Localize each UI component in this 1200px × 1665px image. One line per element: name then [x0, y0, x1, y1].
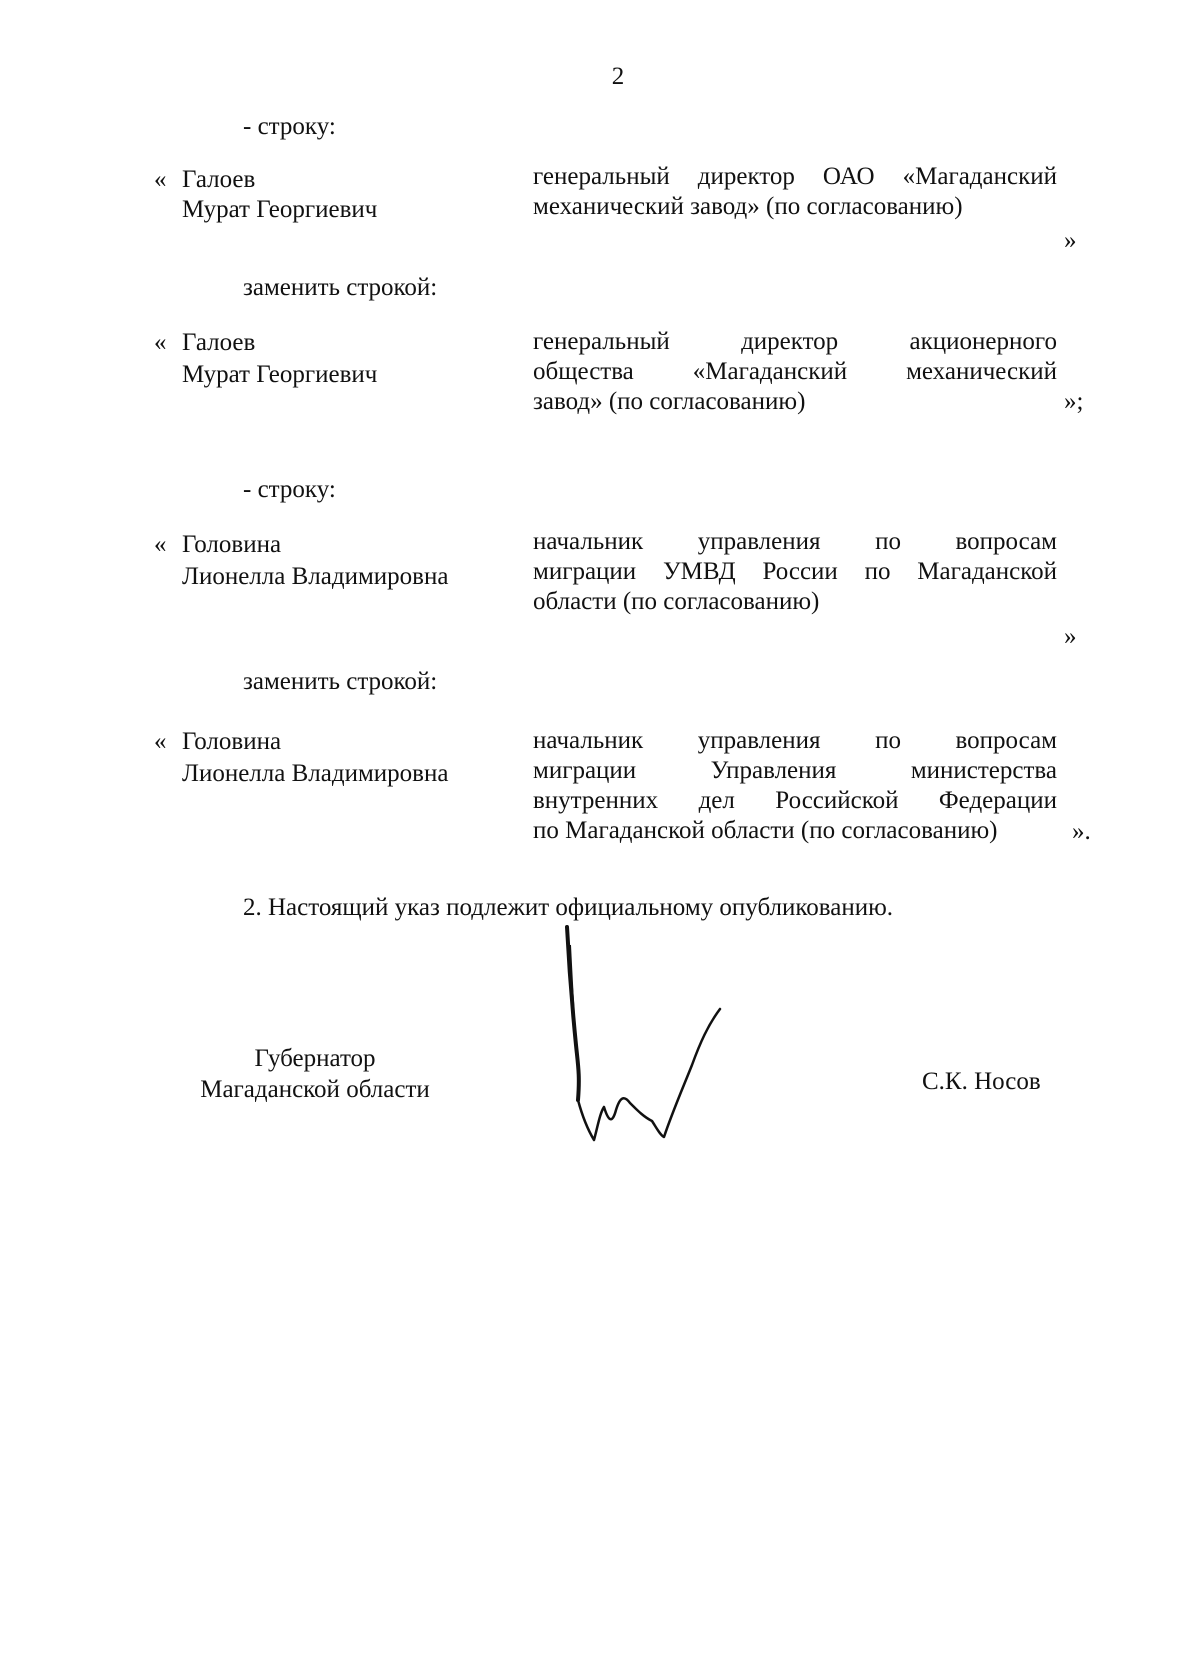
- open-quote: «: [154, 329, 167, 356]
- close-quote: ».: [1072, 818, 1091, 845]
- person-surname: Головина: [182, 728, 282, 755]
- person-given-names: Лионелла Владимировна: [182, 563, 449, 590]
- signatory-name: С.К. Носов: [922, 1068, 1041, 1095]
- intro-label: - строку:: [243, 476, 336, 503]
- publication-clause: 2. Настоящий указ подлежит официальному опубликованию.: [243, 894, 894, 921]
- person-given-names: Лионелла Владимировна: [182, 760, 449, 787]
- open-quote: «: [154, 166, 167, 193]
- position-description: [533, 726, 1057, 846]
- close-quote: »: [1064, 227, 1077, 254]
- person-surname: Галоев: [182, 329, 256, 356]
- description-line: общества «Магаданский механический: [533, 358, 1057, 385]
- person-surname: Галоев: [182, 166, 256, 193]
- description-line: начальник управления по вопросам: [533, 727, 1057, 754]
- close-quote: »: [1064, 623, 1077, 650]
- position-description: [533, 527, 1057, 617]
- open-quote: «: [154, 531, 167, 558]
- description-line: генеральный директор акционерного: [533, 328, 1057, 355]
- person-given-names: Мурат Георгиевич: [182, 361, 378, 388]
- person-given-names: Мурат Георгиевич: [182, 196, 378, 223]
- intro-label: заменить строкой:: [243, 274, 438, 301]
- description-line: по Магаданской области (по согласованию): [533, 817, 998, 844]
- person-surname: Головина: [182, 531, 282, 558]
- description-line: генеральный директор ОАО «Магаданский: [533, 163, 1057, 190]
- description-line: миграции УМВД России по Магаданской: [533, 558, 1057, 585]
- position-description: [533, 327, 1057, 417]
- close-quote: »;: [1064, 388, 1084, 415]
- position-description: [533, 162, 1057, 222]
- description-line: завод» (по согласованию): [533, 388, 806, 415]
- description-line: начальник управления по вопросам: [533, 528, 1057, 555]
- intro-label: заменить строкой:: [243, 668, 438, 695]
- signatory-region: Магаданской области: [200, 1076, 430, 1103]
- description-line: области (по согласованию): [533, 588, 820, 615]
- handwritten-signature: [560, 925, 760, 1145]
- page-number: 2: [611, 63, 625, 90]
- description-line: механический завод» (по согласованию): [533, 193, 963, 220]
- open-quote: «: [154, 728, 167, 755]
- description-line: внутренних дел Российской Федерации: [533, 787, 1057, 814]
- signatory-title: Губернатор: [254, 1045, 376, 1072]
- intro-label: - строку:: [243, 113, 336, 140]
- description-line: миграции Управления министерства: [533, 757, 1057, 784]
